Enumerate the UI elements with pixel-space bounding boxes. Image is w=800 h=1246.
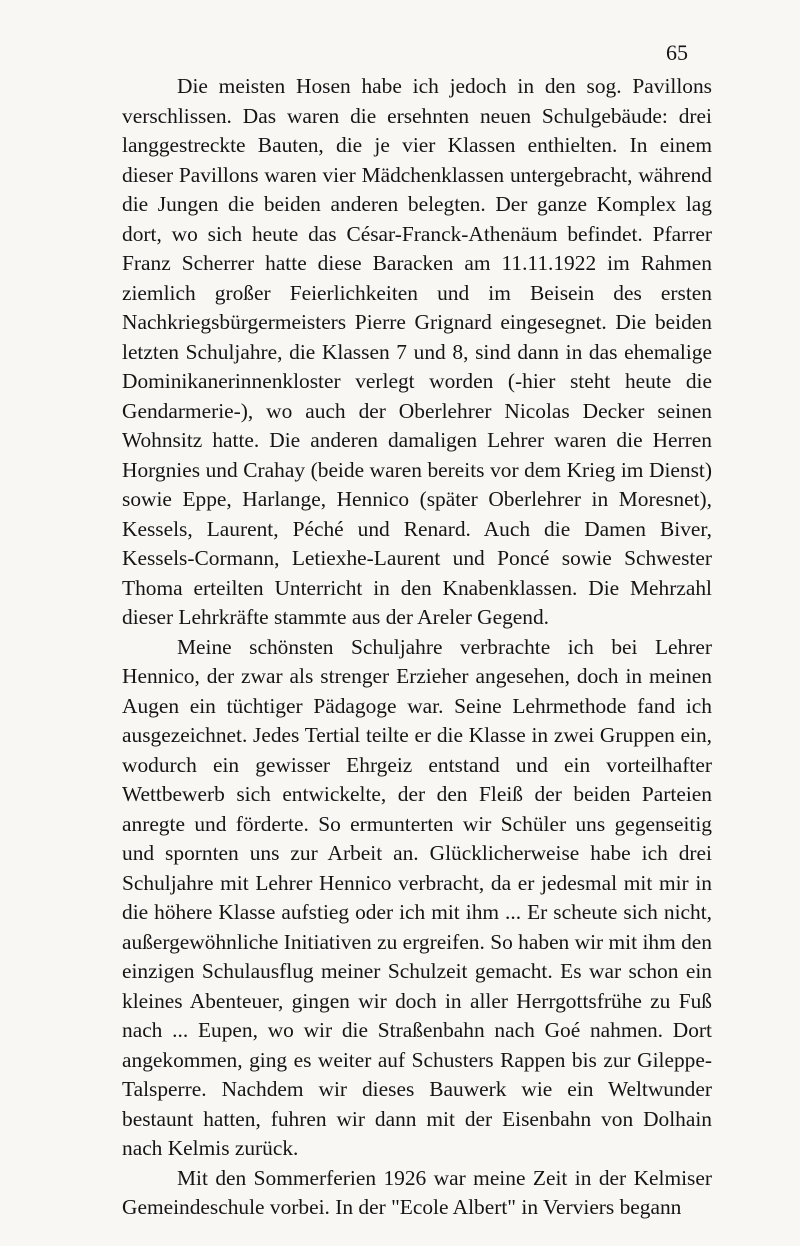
page-number: 65 <box>666 40 688 65</box>
paragraph-3: Mit den Sommerferien 1926 war meine Zeit in der Kelmiser Gemeindeschule vorbei. In der "Ecole Albert" in Verviers begann <box>122 1165 712 1219</box>
body-text <box>122 72 712 1223</box>
paragraph-2: Meine schönsten Schuljahre verbrachte ich bei Lehrer Hennico, der zwar als strenger Erzieher angesehen, doch in meinen Augen ein tüchtiger Pädagoge war. Seine Lehrmethode fand ich ausgezeichnet. Jedes Tertial teilte er die Klasse in zwei Gruppen ein, wodurch ein gewisser Ehrgeiz entstand und ein vorteilhafter Wettbewerb sich entwickelte, der den Fleiß der beiden Parteien anregte und förderte. So ermunterten wir Schüler uns gegenseitig und spornten uns zur Arbeit an. Glücklicherweise habe ich drei Schuljahre mit Lehrer Hennico verbracht, da er jedesmal mit mir in die höhere Klasse aufstieg oder ich mit ihm ... Er scheute sich nicht, außergewöhnliche Initiativen zu ergreifen. So haben wir mit ihm den einzigen Schulausflug meiner Schulzeit gemacht. Es war schon ein kleines Abenteuer, gingen wir doch in aller Herrgottsfrühe zu Fuß nach ... Eupen, wo wir die Straßenbahn nach Goé nahmen. Dort angekommen, ging es weiter auf Schusters Rappen bis zur Gileppe-Talsperre. Nachdem wir dieses Bauwerk wie ein Weltwunder bestaunt hatten, fuhren wir dann mit der Eisenbahn von Dolhain nach Kelmis zurück. <box>122 634 712 1160</box>
paragraph-1: Die meisten Hosen habe ich jedoch in den sog. Pavillons verschlissen. Das waren die ersehnten neuen Schulgebäude: drei langgestreckte Bauten, die je vier Klassen enthielten. In einem dieser Pavillons waren vier Mädchenklassen untergebracht, während die Jungen die beiden anderen belegten. Der ganze Komplex lag dort, wo sich heute das César-Franck-Athenäum befindet. Pfarrer Franz Scherrer hatte diese Baracken am 11.11.1922 im Rahmen ziemlich großer Feierlichkeiten und im Beisein des ersten Nachkriegsbürgermeisters Pierre Grignard eingesegnet. Die beiden letzten Schuljahre, die Klassen 7 und 8, sind dann in das ehemalige Dominikanerinnenkloster verlegt worden (-hier steht heute die Gendarmerie-), wo auch der Oberlehrer Nicolas Decker seinen Wohnsitz hatte. Die anderen damaligen Lehrer waren die Herren Horgnies und Crahay (beide waren bereits vor dem Krieg im Dienst) sowie Eppe, Harlange, Hennico (später Oberlehrer in Moresnet), Kessels, Laurent, Péché und Renard. Auch die Damen Biver, Kessels-Cormann, Letiexhe-Laurent und Poncé sowie Schwester Thoma erteilten Unterricht in den Knabenklassen. Die Mehrzahl dieser Lehrkräfte stammte aus der Areler Gegend. <box>122 74 712 629</box>
